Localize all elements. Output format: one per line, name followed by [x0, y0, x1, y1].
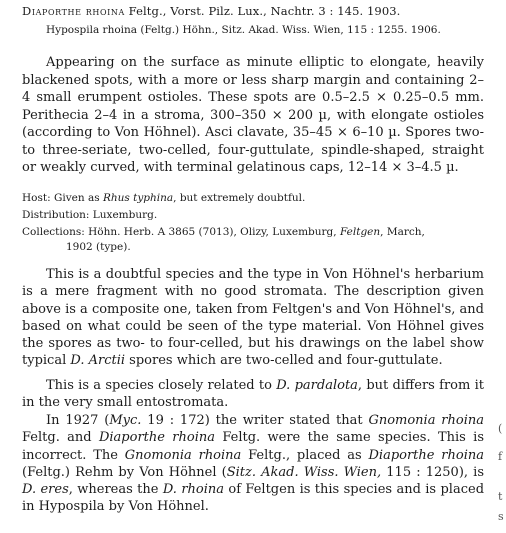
synonym-line: Hypospila rhoina (Feltg.) Höhn., Sitz. Akad. Wiss. Wien, 115 : 1255. 1906. — [46, 24, 441, 36]
margin-mark: t — [498, 490, 503, 503]
species-heading — [22, 4, 400, 18]
margin-mark: s — [498, 510, 504, 523]
notes-paragraph-2: This is a species closely related to D. pardalota, but differs from it in the very small entostromata. — [22, 378, 484, 411]
margin-mark: f — [498, 450, 503, 463]
notes-paragraph-1: This is a doubtful species and the type in Von Höhnel's herbarium is a mere fragment with no good stromata. The description given above is a composite one, taken from Feltgen's and Von Höhnel's, and based on what could be seen of the type material. Von Höhnel gives the spores as two- to four-celled, but his drawings on the label show typical D. Arctii spores which are two-celled and four-guttulate. — [22, 267, 484, 369]
species-name: Diaporthe rhoina — [22, 4, 125, 18]
collections-line: Collections: Höhn. Herb. A 3865 (7013), Olizy, Luxemburg, Feltgen, March, 1902 (type). — [22, 226, 425, 253]
notes-paragraph-3: In 1927 (Myc. 19 : 172) the writer stated that Gnomonia rhoina Feltg. and Diaporthe rhoina Feltg. were the same species. This is incorrect. The Gnomonia rhoina Feltg., placed as Diaporthe rhoina (Feltg.) Rehm by Von Höhnel (Sitz. Akad. Wiss. Wien, 115 : 1250), is D. eres, whereas the D. rhoina of Feltgen is this species and is placed in Hypospila by Von Höhnel. — [22, 413, 485, 515]
host-line: Host: Given as Rhus typhina, but extremely doubtful. — [22, 192, 306, 204]
description-paragraph — [22, 54, 484, 177]
species-citation: Feltg., Vorst. Pilz. Lux., Nachtr. 3 : 145. 1903. — [128, 4, 401, 18]
margin-mark: ( — [498, 422, 503, 435]
description-text: Appearing on the surface as minute elliptic to elongate, heavily blackened spots, with a more or less sharp margin and containing 2–4 small erumpent ostioles. These spots are 0.5–2.5 × 0.25–0.5 mm. Perithecia 2–4 in a stroma, 300–350 × 200 µ, with elongate ostioles (according to Von Höhnel). Asci clavate, 35–45 × 6–10 µ. Spores two- to three-seriate, two-celled, four-guttulate, spindle-shaped, straight or weakly curved, with terminal gelatinous caps, 12–14 × 3–4.5 µ. — [22, 55, 484, 175]
distribution-line: Distribution: Luxemburg. — [22, 209, 158, 221]
